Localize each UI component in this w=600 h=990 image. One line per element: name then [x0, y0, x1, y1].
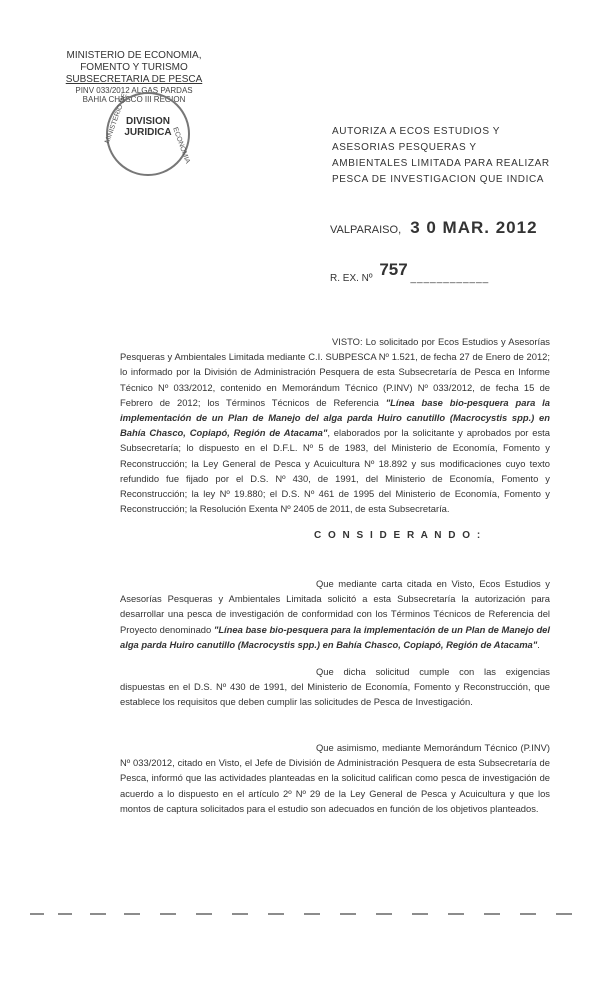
rex-number: 757	[379, 260, 408, 279]
resolution-date: 3 0 MAR. 2012	[410, 218, 538, 237]
ministry-name-line2: FOMENTO Y TURISMO	[80, 62, 188, 73]
visto-emphasis: "Línea base bio-pesquera para la implementación de un Plan de Manejo del alga parda Huiro canutillo (Macrocystis spp.) en Bahía Chasco, Copiapó, Región de Atacama"	[120, 396, 551, 439]
visto-text-1: VISTO: Lo solicitado por Ecos Estudios y Asesorías Pesqueras y Ambientales Limitada mediante C.I. SUBPESCA Nº 1.521, de fecha 27 de Enero de 2012; lo informado por la División de Administración Pesquera de esta Subsecretaría de Pesca en Informe Técnico Nº 033/2012, contenido en Memorándum Técnico (P.INV) Nº 033/2012, de fecha 15 de Febrero de 2012; los Términos Técnicos de Referencia	[120, 336, 550, 408]
stamp-center-line1: DIVISION	[126, 116, 170, 127]
considerando-heading: C O N S I D E R A N D O :	[314, 530, 483, 541]
considerando-paragraph-2	[120, 664, 550, 710]
p1-text-2: .	[537, 638, 540, 650]
considerando-paragraph-1	[120, 576, 550, 652]
ministry-name-line1: MINISTERIO DE ECONOMIA,	[66, 50, 202, 61]
stamp-center	[108, 116, 188, 138]
visto-text-2: , elaborados por la solicitante y aprobados por esta Subsecretaría; lo dispuesto en el D.F.L. Nº 5 de 1983, del Ministerio de Economía, Fomento y Reconstrucción; la Ley General de Pesca y Acuicultura Nº 18.892 y sus modificaciones cuyo texto refundido fue fijado por el D.S. Nº 430, de 1991, del Ministerio de Economía, Fomento y Reconstrucción; la ley Nº 19.880; el D.S. Nº 461 de 1995 del Ministerio de Economía, Fomento y Reconstrucción; la Resolución Exenta Nº 2405 de 2011, de esta Subsecretaría.	[120, 427, 551, 515]
rex-label: R. EX. Nº	[330, 273, 373, 284]
stamp-ring-right: ECONOMIA	[171, 126, 191, 165]
ministry-name-line3: SUBSECRETARIA DE PESCA	[65, 74, 203, 85]
stamp-center-line2: JURIDICA	[124, 127, 172, 138]
stamp-reference-line2: BAHIA CHASCO III REGION	[82, 95, 186, 104]
stamp-ring-left: MINISTERIO DE	[104, 92, 129, 145]
visto-paragraph	[120, 334, 550, 516]
considerando-paragraph-3	[120, 740, 550, 816]
place-date	[330, 218, 538, 238]
page-fold-dashes	[0, 912, 600, 916]
p1-text-1: Que mediante carta citada en Visto, Ecos Estudios y Asesorías Pesqueras y Ambientales Limitada solicitó a esta Subsecretaría la autorización para desarrollar una pesca de investigación de conformidad con los Términos Técnicos de Referencia del Proyecto denominado	[120, 578, 550, 635]
resolution-title: AUTORIZA A ECOS ESTUDIOS Y ASESORIAS PESQUERAS Y AMBIENTALES LIMITADA PARA REALIZAR PESCA DE INVESTIGACION QUE INDICA	[332, 126, 550, 185]
division-stamp	[106, 92, 190, 176]
place: VALPARAISO,	[330, 224, 402, 236]
resolution-number	[330, 260, 490, 286]
p2-text: Que dicha solicitud cumple con las exigencias dispuestas en el D.S. Nº 430 de 1991, del Ministerio de Economía, Fomento y Reconstrucción, que establece los requisitos que deben cumplir las solicitudes de Pesca de Investigación.	[120, 666, 550, 708]
rex-blank: ____________	[410, 273, 490, 284]
stamp-reference-line1: PINV 033/2012 ALGAS PARDAS	[75, 86, 193, 95]
p1-emphasis: "Línea base bio-pesquera para la implementación de un Plan de Manejo del alga parda Huiro canutillo (Macrocystis spp.) en Bahía Chasco, Copiapó, Región de Atacama"	[120, 623, 550, 650]
p3-text: Que asimismo, mediante Memorándum Técnico (P.INV) Nº 033/2012, citado en Visto, el Jefe de División de Administración Pesquera de esta Subsecretaría de Pesca, informó que las actividades planteadas en la solicitud califican como pesca de investigación de acuerdo a lo dispuesto en el artículo 2º Nº 29 de la Ley General de Pesca y Acuicultura y que los montos de captura solicitados para el estudio son adecuados en función de los objetivos planteados.	[120, 742, 550, 814]
